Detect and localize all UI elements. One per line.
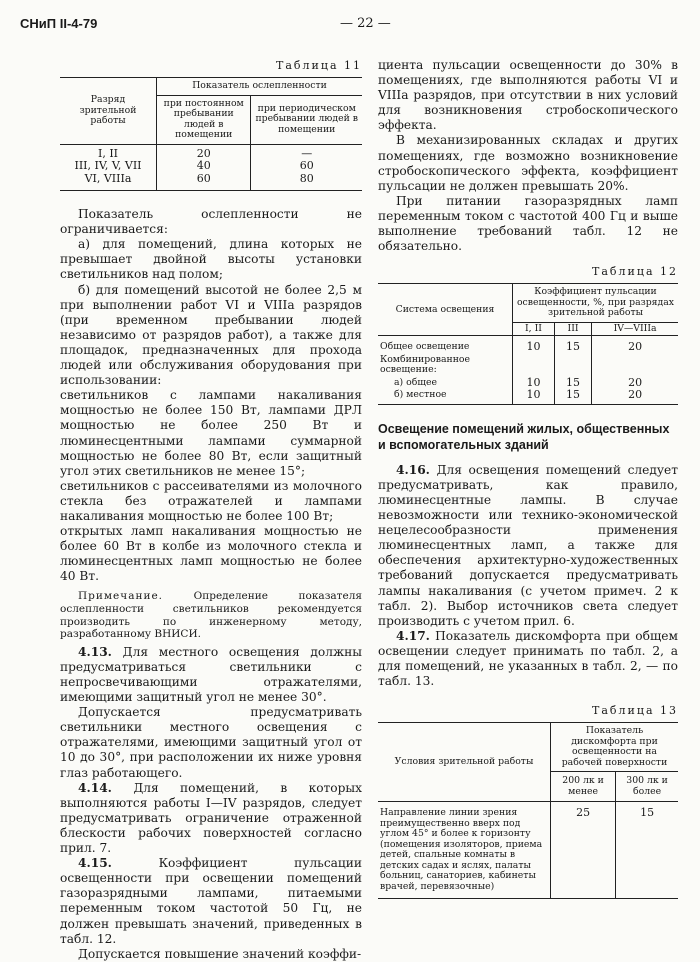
paragraph: 4.14. Для помещений, в которых выполняются работы I—IV разрядов, следует предусматривать ограничение отраженной блескости рабочих поверхностей согласно прил. 7. [60,780,362,856]
table-12-group-header: Коэффициент пульсации освещенности, %, при разрядах зрительной работы [513,284,679,323]
paragraph: При питании газоразрядных ламп переменным током с частотой 400 Гц и выше выполнение требований табл. 12 не обязательно. [378,193,678,254]
table-12: Система освещения Коэффициент пульсации освещенности, %, при разрядах зрительной работы I, II III IV—VIIIa Общее освещение 10 15 20 Комбинированное освещение: а) общее 10 15 20 б) местное 10 15 20 [378,283,678,405]
table-row: I, II 20 — [60,144,362,160]
paragraph: 4.15. Коэффициент пульсации освещенности при освещении помещений газоразрядными лампами, питаемыми переменным током частотой 50 Гц, не должен превышать значений, приведенных в табл. 12. [60,856,362,946]
table-13-caption: Таблица 13 [592,704,678,718]
paragraph: В механизированных складах и других помещениях, где возможно возникновение стробоскопического эффекта, коэффициент пульсации не должен превышать 20%. [378,133,678,193]
table-11-group-header: Показатель ослепленности [157,78,363,96]
table-11 [60,77,362,191]
table-13-col1-header: Условия зрительной работы [378,723,551,802]
right-column [378,58,678,899]
paragraph: а) для помещений, длина которых не превышает двойной высоты установки светильников над полом; [60,237,362,282]
table-row: Направление линии зрения преимущественно вверх под углом 45° и более к горизонту (помещения изоляторов, приема детей, спальные комнаты в детских садах и яслях, палаты больниц, санаториев, кабинеты врачей, перевязочные) 25 15 [378,802,678,899]
paragraph: циента пульсации освещенности до 30% в помещениях, где выполняются работы VI и VIIIa разрядов, при отсутствии в них условий для возникновения стробоскопического эффекта. [378,58,678,133]
paragraph: светильников с лампами накаливания мощностью не более 150 Вт, лампами ДРЛ мощностью не более 250 Вт и люминесцентными лампами суммарной мощностью не более 80 Вт, если защитный угол этих светильников не менее 15°; [60,388,362,478]
section-title: Освещение помещений жилых, общественных и вспомогательных зданий [378,421,670,452]
paragraph: б) для помещений высотой не более 2,5 м при выполнении работ VI и VIIIa разрядов (при временном пребывании людей независимо от разрядов работ), а также для площадок, предназначенных для прохода людей или обслуживания оборудования при использовании: [60,282,362,388]
table-13-group-header: Показатель дискомфорта при освещенности на рабочей поверхности [551,723,679,772]
table-row: б) местное 10 15 20 [378,389,678,404]
paragraph: Показатель ослепленности не ограничивается: [60,207,362,237]
note-text: Определение показателя ослепленности светильников рекомендуется производить по инженерному методу, разработанному ВНИСИ. [60,590,362,641]
paragraph: 4.16. Для освещения помещений следует предусматривать, как правило, люминесцентные лампы. В случае невозможности или технико-экономической нецелесообразности применения люминесцентных ламп, а также для обеспечения архитектурно-художественных требований допускается предусматривать лампы накаливания (с учетом примеч. 2 к табл. 2). Выбор источников света следует производить с учетом прил. 6. [378,462,678,628]
table-11-caption: Таблица 11 [276,59,362,72]
paragraph: открытых ламп накаливания мощностью не более 60 Вт в колбе из молочного стекла и люминесцентных ламп мощностью не более 40 Вт. [60,524,362,584]
paragraph: Допускается повышение значений коэффи- [78,946,362,961]
paragraph: 4.13. Для местного освещения должны предусматриваться светильники с непросвечивающими отражателями, имеющими защитный угол не менее 30°. [60,644,362,705]
paragraph: светильников с рассеивателями из молочного стекла без отражателей и лампами накаливания мощностью не более 100 Вт; [60,478,362,523]
table-row: Комбинированное освещение: [378,354,678,377]
table-12-caption: Таблица 12 [592,265,678,279]
table-12-col1-header: Система освещения [378,284,513,336]
document-code: СНиП II-4-79 [20,16,98,31]
table-row: а) общее 10 15 20 [378,377,678,390]
paragraph: 4.17. Показатель дискомфорта при общем освещении следует принимать по табл. 2, а для помещений, не указанных в табл. 2, — по табл. 13. [378,628,678,689]
page-number: — 22 — [340,16,391,31]
table-13: Условия зрительной работы Показатель дискомфорта при освещенности на рабочей поверхности 200 лк и менее 300 лк и более Направление линии зрения преимущественно вверх под углом 45° и более к горизонту (помещения изоляторов, приема детей, спальные комнаты в детских садах и яслях, палаты больниц, санаториев, кабинеты врачей, перевязочные) 25 15 [378,722,678,899]
table-row: III, IV, V, VII 40 60 [60,160,362,173]
left-column [60,58,362,962]
table-11-col1-header: Разряд зрительной работы [60,78,157,145]
paragraph: Допускается предусматривать светильники местного освещения с отражателями, имеющими защитный угол от 10 до 30°, при расположении их ниже уровня глаз работающего. [60,705,362,780]
note [60,590,362,640]
note-label: Примечание. [78,590,164,603]
table-11-sub1: при постоянном пребывании людей в помещении [157,95,251,144]
table-row: VI, VIIIa 60 80 [60,173,362,191]
table-row: Общее освещение 10 15 20 [378,336,678,354]
table-11-sub2: при периодическом пребывании людей в помещении [251,95,362,144]
